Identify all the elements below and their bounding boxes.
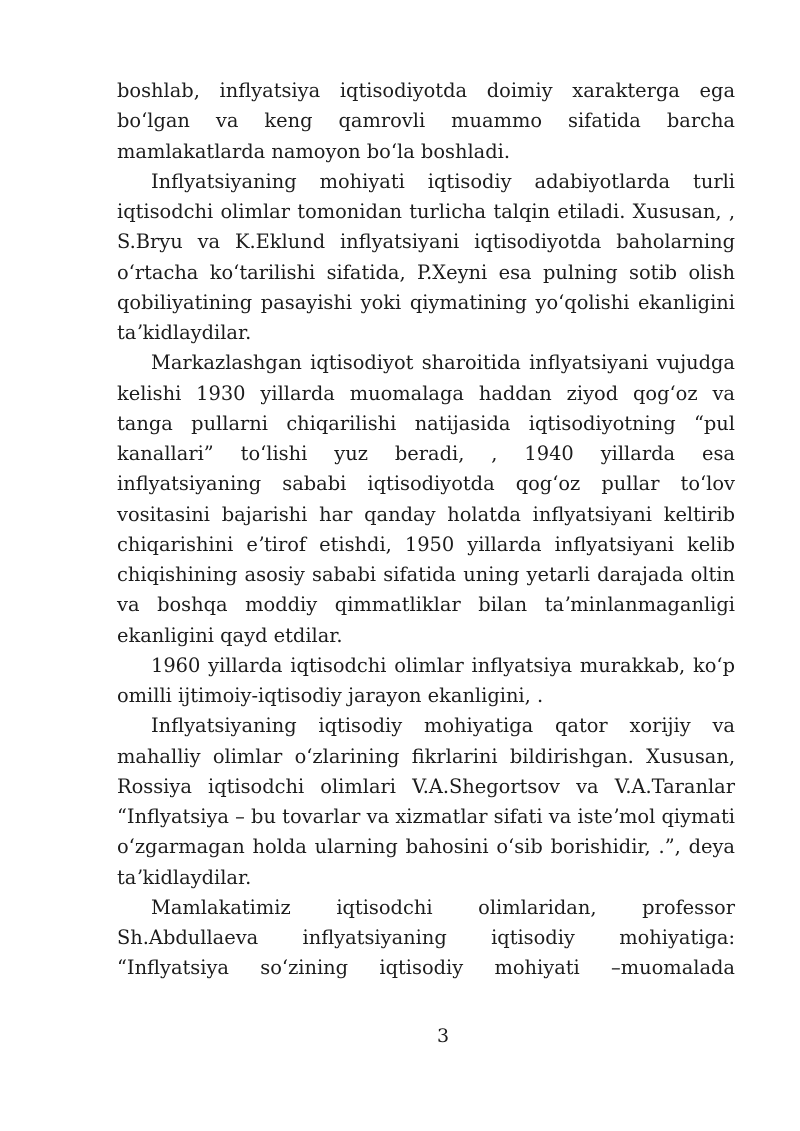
paragraph-6: Mamlakatimiz iqtisodchi olimlaridan, professor Sh.Abdullaeva inflyatsiyaning iqtisodiy mohiyatiga: “Inflyatsiya soʻzining iqtisodiy mohiyati –muomalada bbox=[117, 895, 735, 980]
paragraph-3: Markazlashgan iqtisodiyot sharoitida inflyatsiyani vujudga kelishi 1930 yillarda muomalaga haddan ziyod qogʻoz va tanga pullarni chiqarilishi natijasida iqtisodiyotning “pul kanallari” toʻlishi yuz beradi, , 1940 yillarda esa inflyatsiyaning sababi iqtisodiyotda qogʻoz pullar toʻlov vositasini bajarishi har qanday holatda inflyatsiyani keltirib chiqarishini eʼtirof etishdi, 1950 yillarda inflyatsiyani kelib chiqishining asosiy sababi sifatida uning yetarli darajada oltin va boshqa moddiy qimmatliklar bilan taʼminlanmaganligi ekanligini qayd etdilar. bbox=[117, 351, 735, 647]
page-number: 3 bbox=[436, 1025, 450, 1047]
paragraph-2: Inflyatsiyaning mohiyati iqtisodiy adabiyotlarda turli iqtisodchi olimlar tomonidan turlicha talqin etiladi. Xususan, , S.Bryu va K.Eklund inflyatsiyani iqtisodiyotda baholarning oʻrtacha koʻtarilishi sifatida, P.Xeyni esa pulning sotib olish qobiliyatining pasayishi yoki qiymatining yoʻqolishi ekanligini taʼkidlaydilar. bbox=[117, 169, 735, 344]
paragraph-5: Inflyatsiyaning iqtisodiy mohiyatiga qator xorijiy va mahalliy olimlar oʻzlarining fikrlarini bildirishgan. Xususan, Rossiya iqtisodchi olimlari V.A.Shegortsov va V.A.Taranlar “Inflyatsiya – bu tovarlar va xizmatlar sifati va isteʼmol qiymati oʻzgarmagan holda ularning bahosini oʻsib borishidir, .”, deya taʼkidlaydilar. bbox=[117, 714, 735, 889]
body-text bbox=[117, 76, 735, 984]
paragraph-1: boshlab, inflyatsiya iqtisodiyotda doimiy xarakterga ega boʻlgan va keng qamrovli muammo sifatida barcha mamlakatlarda namoyon boʻla boshladi. bbox=[117, 79, 735, 163]
paragraph-4: 1960 yillarda iqtisodchi olimlar inflyatsiya murakkab, koʻp omilli ijtimoiy-iqtisodiy jarayon ekanligini, . bbox=[117, 653, 735, 707]
